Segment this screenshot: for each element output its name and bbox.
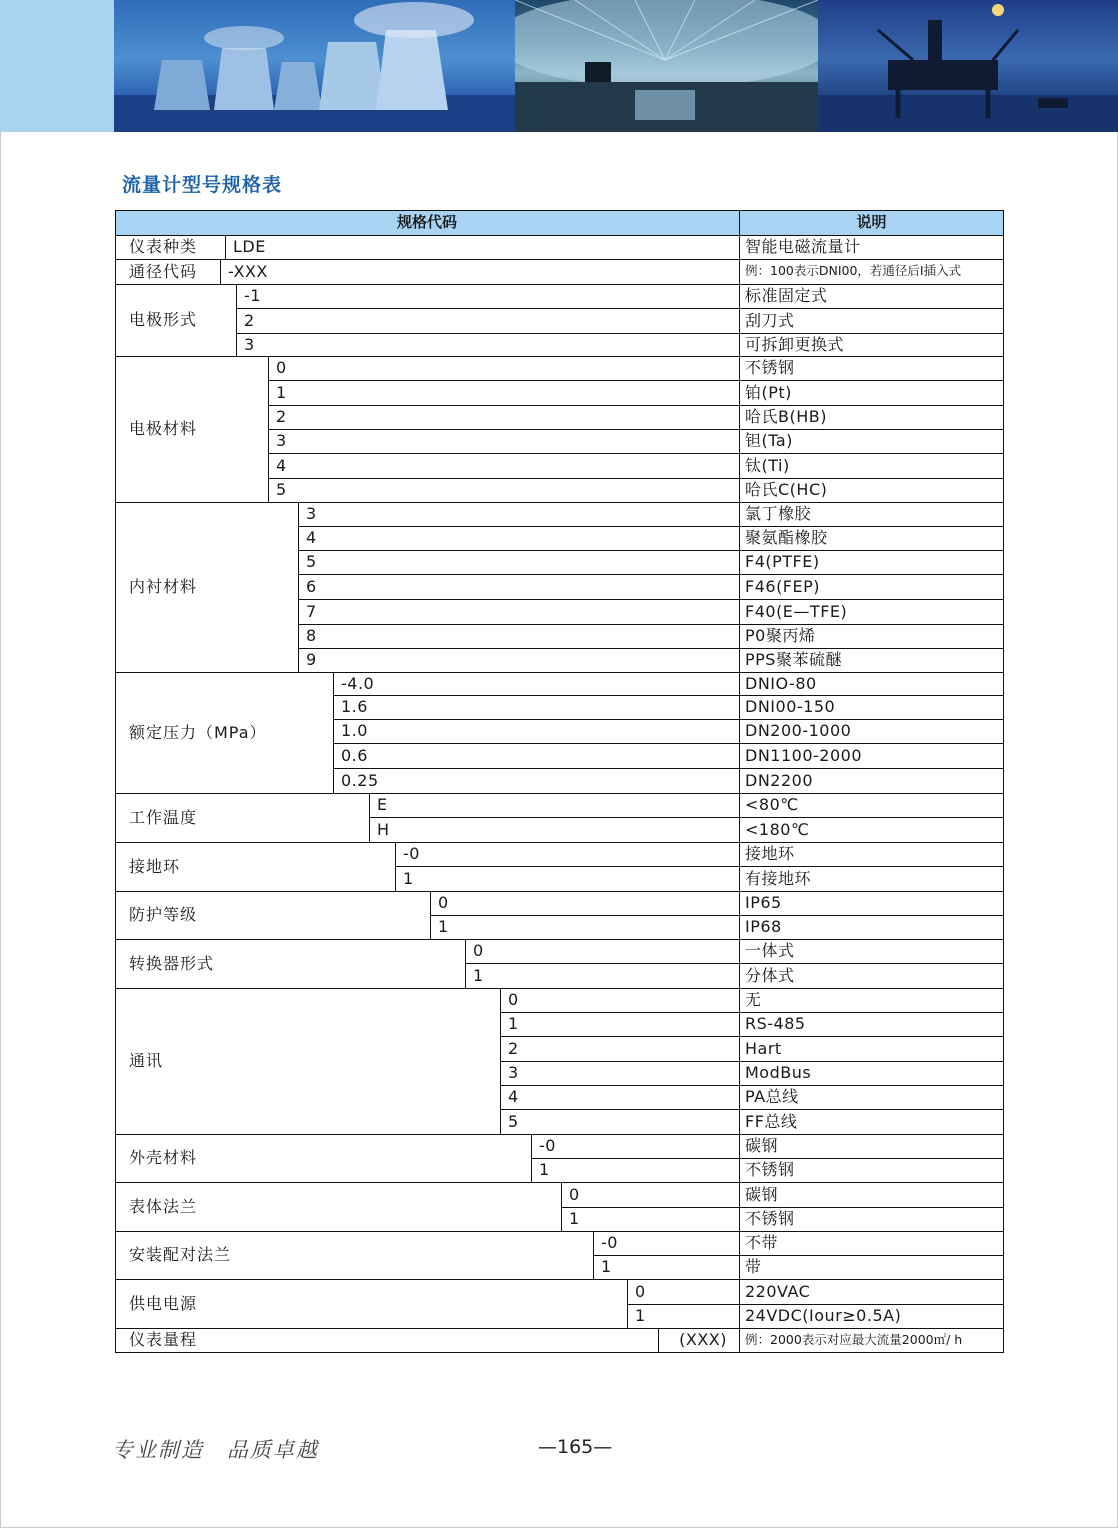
- table-rule: [298, 624, 1004, 625]
- group-label: 仪表量程: [129, 1330, 198, 1349]
- description-cell: 接地环: [745, 844, 795, 863]
- table-rule: [115, 1279, 1004, 1280]
- table-rule: [115, 210, 116, 1352]
- code-cell: -1: [244, 286, 261, 305]
- group-label: 转换器形式: [129, 953, 215, 973]
- description-cell: RS-485: [745, 1014, 806, 1033]
- code-cell: 5: [306, 552, 317, 571]
- description-cell: 钛(Ti): [745, 455, 790, 475]
- code-cell: 0.6: [341, 745, 368, 765]
- group-label: 电极形式: [129, 310, 198, 329]
- table-rule: [593, 1255, 1004, 1256]
- description-cell: 例：2000表示对应最大流量2000㎡/ h: [745, 1331, 963, 1347]
- description-cell: P0聚丙烯: [745, 626, 816, 645]
- cooling-towers-photo: [114, 0, 515, 132]
- description-cell: 碳钢: [745, 1184, 779, 1204]
- table-rule: [268, 405, 1004, 406]
- code-cell: 2: [508, 1038, 519, 1058]
- description-cell: 可拆卸更换式: [745, 334, 845, 354]
- description-cell: 智能电磁流量计: [745, 237, 861, 256]
- code-cell: 4: [306, 528, 317, 547]
- table-rule: [115, 672, 1004, 673]
- table-rule: [115, 284, 1004, 285]
- description-cell: IP68: [745, 917, 782, 936]
- code-cell: 8: [306, 626, 317, 645]
- description-cell: 例：100表示DNI00，若通径后I插入式: [745, 263, 962, 279]
- code-cell: 7: [306, 601, 317, 621]
- description-cell: <80℃: [745, 795, 799, 814]
- code-cell: 1: [508, 1014, 519, 1033]
- description-cell: 24VDC(Iour≥0.5A): [745, 1306, 902, 1325]
- description-cell: 不带: [745, 1233, 779, 1252]
- description-cell: 铂(Pt): [745, 382, 792, 402]
- description-cell: 不锈钢: [745, 1160, 795, 1179]
- table-rule: [115, 842, 1004, 843]
- table-rule: [531, 1158, 1004, 1159]
- group-label: 内衬材料: [129, 577, 198, 596]
- description-cell: F40(E—TFE): [745, 601, 848, 621]
- page-title: 流量计型号规格表: [122, 174, 283, 196]
- table-rule: [115, 356, 1004, 357]
- code-cell: 1: [601, 1257, 612, 1276]
- code-cell: 5: [276, 480, 287, 499]
- group-label: 供电电源: [129, 1293, 198, 1313]
- table-rule: [395, 866, 1004, 867]
- banner-side-panel: [0, 0, 114, 132]
- table-rule: [369, 817, 1004, 818]
- group-label: 仪表种类: [129, 237, 198, 256]
- code-cell: 3: [306, 504, 317, 523]
- code-cell: 3: [244, 334, 255, 354]
- description-cell: 氯丁橡胶: [745, 504, 812, 523]
- table-rule: [115, 1352, 1004, 1353]
- description-cell: 刮刀式: [745, 310, 795, 330]
- code-cell: 0: [508, 990, 519, 1009]
- page-number: —165—: [538, 1436, 613, 1458]
- table-rule: [500, 1061, 1004, 1062]
- group-label: 外壳材料: [129, 1148, 198, 1167]
- code-cell: -XXX: [228, 261, 268, 281]
- spec-table: [115, 210, 1004, 1352]
- table-rule: [115, 1328, 1004, 1329]
- description-cell: IP65: [745, 893, 782, 912]
- description-cell: F4(PTFE): [745, 552, 820, 571]
- code-cell: 1: [438, 917, 449, 936]
- code-cell: 0: [276, 358, 287, 377]
- table-rule: [225, 235, 226, 259]
- code-cell: 0: [635, 1281, 646, 1301]
- description-cell: DN200-1000: [745, 721, 852, 740]
- description-cell: DNIO-80: [745, 673, 817, 693]
- code-cell: 1: [276, 382, 287, 402]
- group-label: 安装配对法兰: [129, 1245, 232, 1264]
- code-cell: 3: [508, 1063, 519, 1082]
- header-code: 规格代码: [115, 210, 739, 235]
- table-rule: [298, 599, 1004, 600]
- table-rule: [115, 1134, 1004, 1135]
- code-cell: 1: [539, 1160, 550, 1179]
- table-rule: [220, 259, 221, 284]
- table-rule: [465, 963, 1004, 964]
- table-rule: [115, 259, 1004, 260]
- description-cell: 钽(Ta): [745, 431, 793, 450]
- code-cell: E: [377, 795, 388, 814]
- table-rule: [268, 380, 1004, 381]
- code-cell: 1.0: [341, 721, 368, 740]
- table-rule: [115, 235, 1004, 236]
- table-rule: [115, 210, 1004, 211]
- code-cell: 0: [438, 893, 449, 912]
- code-cell: 9: [306, 650, 317, 669]
- description-cell: PA总线: [745, 1087, 799, 1106]
- description-cell: <180℃: [745, 819, 810, 839]
- table-rule: [236, 333, 1004, 334]
- code-cell: H: [377, 819, 390, 839]
- description-cell: 220VAC: [745, 1281, 811, 1301]
- code-cell: 4: [276, 455, 287, 475]
- code-cell: 0.25: [341, 770, 379, 790]
- description-cell: 不锈钢: [745, 358, 795, 377]
- table-rule: [298, 550, 1004, 551]
- code-cell: (XXX): [679, 1330, 727, 1349]
- table-rule: [561, 1207, 1004, 1208]
- table-rule: [268, 429, 1004, 430]
- description-cell: 分体式: [745, 965, 795, 985]
- description-cell: ModBus: [745, 1063, 812, 1082]
- table-rule: [298, 648, 1004, 649]
- table-rule: [500, 1036, 1004, 1037]
- description-cell: 有接地环: [745, 868, 812, 888]
- description-cell: Hart: [745, 1038, 782, 1058]
- code-cell: 2: [244, 310, 255, 330]
- code-cell: 1: [635, 1306, 646, 1325]
- group-label: 通径代码: [129, 261, 198, 281]
- group-label: 电极材料: [129, 419, 198, 438]
- code-cell: 3: [276, 431, 287, 450]
- code-cell: -0: [403, 844, 420, 863]
- table-rule: [333, 695, 1004, 696]
- code-cell: 6: [306, 576, 317, 596]
- group-label: 额定压力（MPa）: [129, 722, 267, 742]
- description-cell: 带: [745, 1257, 762, 1276]
- control-room-photo: [515, 0, 818, 132]
- table-rule: [1003, 210, 1004, 1352]
- description-cell: 一体式: [745, 941, 795, 960]
- oil-platform-photo: [818, 0, 1118, 132]
- code-cell: 1: [473, 965, 484, 985]
- description-cell: DN1100-2000: [745, 745, 862, 765]
- group-label: 接地环: [129, 856, 181, 876]
- table-rule: [298, 502, 299, 672]
- description-cell: 哈氏B(HB): [745, 407, 827, 426]
- code-cell: 4: [508, 1087, 519, 1106]
- group-label: 防护等级: [129, 905, 198, 924]
- table-rule: [739, 210, 740, 1352]
- table-rule: [333, 743, 1004, 744]
- table-rule: [298, 574, 1004, 575]
- description-cell: DNI00-150: [745, 697, 836, 716]
- table-rule: [268, 478, 1004, 479]
- table-rule: [115, 502, 1004, 503]
- table-rule: [236, 308, 1004, 309]
- table-rule: [658, 1328, 659, 1352]
- code-cell: 0: [473, 941, 484, 960]
- description-cell: 无: [745, 990, 762, 1009]
- code-cell: 1: [403, 868, 414, 888]
- table-rule: [236, 284, 237, 356]
- table-rule: [115, 1182, 1004, 1183]
- description-cell: FF总线: [745, 1111, 798, 1131]
- code-cell: 2: [276, 407, 287, 426]
- description-cell: 哈氏C(HC): [745, 480, 828, 499]
- description-cell: 碳钢: [745, 1136, 779, 1155]
- table-rule: [500, 1109, 1004, 1110]
- code-cell: -0: [601, 1233, 618, 1252]
- code-cell: LDE: [233, 237, 266, 256]
- group-label: 工作温度: [129, 807, 198, 827]
- table-rule: [115, 1231, 1004, 1232]
- table-rule: [500, 1085, 1004, 1086]
- header-banner: [0, 0, 1118, 132]
- footer-slogan: 专业制造 品质卓越: [112, 1438, 319, 1462]
- table-rule: [333, 719, 1004, 720]
- description-cell: 标准固定式: [745, 286, 828, 305]
- description-cell: F46(FEP): [745, 576, 821, 596]
- table-rule: [627, 1304, 1004, 1305]
- group-label: 表体法兰: [129, 1196, 198, 1216]
- table-rule: [115, 793, 1004, 794]
- table-rule: [115, 988, 1004, 989]
- table-rule: [268, 453, 1004, 454]
- description-cell: 不锈钢: [745, 1209, 795, 1228]
- header-description: 说明: [739, 210, 1004, 235]
- group-label: 通讯: [129, 1051, 164, 1070]
- table-rule: [115, 939, 1004, 940]
- description-cell: PPS聚苯硫醚: [745, 650, 842, 669]
- code-cell: 1: [569, 1209, 580, 1228]
- table-rule: [333, 672, 334, 793]
- code-cell: 0: [569, 1184, 580, 1204]
- code-cell: 5: [508, 1111, 519, 1131]
- description-cell: DN2200: [745, 770, 814, 790]
- table-rule: [500, 1012, 1004, 1013]
- table-rule: [298, 526, 1004, 527]
- table-rule: [430, 915, 1004, 916]
- code-cell: -4.0: [341, 673, 375, 693]
- code-cell: -0: [539, 1136, 556, 1155]
- code-cell: 1.6: [341, 697, 368, 716]
- table-rule: [333, 768, 1004, 769]
- table-rule: [115, 891, 1004, 892]
- description-cell: 聚氨酯橡胶: [745, 528, 828, 547]
